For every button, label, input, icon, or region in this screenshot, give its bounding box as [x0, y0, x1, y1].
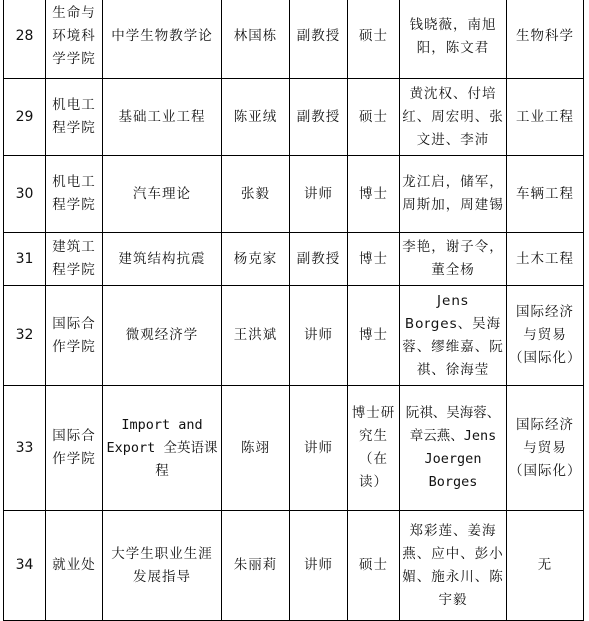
row-number: 33: [4, 386, 46, 511]
degree-cell: 博士: [348, 286, 400, 386]
college-cell: 建筑工程学院: [46, 233, 103, 286]
table-row: [4, 386, 584, 511]
course-cell: 微观经济学: [103, 286, 222, 386]
major-cell: 国际经济与贸易（国际化）: [507, 286, 584, 386]
title-cell: 讲师: [290, 286, 348, 386]
college-cell: 国际合作学院: [46, 386, 103, 511]
title-cell: 副教授: [290, 0, 348, 79]
row-number: 28: [4, 0, 46, 79]
major-cell: 车辆工程: [507, 156, 584, 233]
major-cell: 土木工程: [507, 233, 584, 286]
major-cell: 工业工程: [507, 79, 584, 156]
major-cell: 无: [507, 511, 584, 621]
members-cell: 郑彩莲、姜海燕、应中、彭小媚、施永川、陈宇毅: [400, 511, 507, 621]
teacher-cell: 陈亚绒: [222, 79, 290, 156]
course-table: [3, 0, 584, 621]
title-cell: 副教授: [290, 79, 348, 156]
row-number: 34: [4, 511, 46, 621]
row-number: 30: [4, 156, 46, 233]
teacher-cell: 朱丽莉: [222, 511, 290, 621]
course-cell: 中学生物教学论: [103, 0, 222, 79]
table-container: [3, 0, 584, 621]
title-cell: 讲师: [290, 386, 348, 511]
row-number: 31: [4, 233, 46, 286]
major-cell: 国际经济与贸易（国际化）: [507, 386, 584, 511]
course-cell: 大学生职业生涯发展指导: [103, 511, 222, 621]
course-cell: 建筑结构抗震: [103, 233, 222, 286]
major-cell: 生物科学: [507, 0, 584, 79]
table-row: [4, 233, 584, 286]
degree-cell: 硕士: [348, 511, 400, 621]
degree-cell: 博士研究生（在读）: [348, 386, 400, 511]
table-row: [4, 79, 584, 156]
members-cell: 钱晓薇，南旭阳，陈文君: [400, 0, 507, 79]
teacher-cell: 陈翊: [222, 386, 290, 511]
table-row: [4, 156, 584, 233]
college-cell: 国际合作学院: [46, 286, 103, 386]
course-cell: 汽车理论: [103, 156, 222, 233]
course-cell: Import and Export 全英语课程: [103, 386, 222, 511]
members-cell: 龙江启，储军，周斯加，周建锡: [400, 156, 507, 233]
title-cell: 副教授: [290, 233, 348, 286]
title-cell: 讲师: [290, 156, 348, 233]
teacher-cell: 张毅: [222, 156, 290, 233]
table-row: [4, 0, 584, 79]
teacher-cell: 王洪斌: [222, 286, 290, 386]
college-cell: 就业处: [46, 511, 103, 621]
row-number: 32: [4, 286, 46, 386]
members-cell: Jens Borges、吴海蓉、缪维嘉、阮祺、徐海莹: [400, 286, 507, 386]
degree-cell: 硕士: [348, 0, 400, 79]
college-cell: 机电工程学院: [46, 156, 103, 233]
teacher-cell: 杨克家: [222, 233, 290, 286]
title-cell: 讲师: [290, 511, 348, 621]
members-cell: 阮祺、吴海蓉、章云燕、Jens Joergen Borges: [400, 386, 507, 511]
row-number: 29: [4, 79, 46, 156]
table-row: [4, 511, 584, 621]
degree-cell: 博士: [348, 156, 400, 233]
college-cell: 生命与环境科学学院: [46, 0, 103, 79]
degree-cell: 硕士: [348, 79, 400, 156]
members-cell: 李艳，谢子令，董全杨: [400, 233, 507, 286]
teacher-cell: 林国栋: [222, 0, 290, 79]
college-cell: 机电工程学院: [46, 79, 103, 156]
degree-cell: 博士: [348, 233, 400, 286]
members-cell: 黄沈权、付培红、周宏明、张文进、李沛: [400, 79, 507, 156]
table-row: [4, 286, 584, 386]
course-cell: 基础工业工程: [103, 79, 222, 156]
